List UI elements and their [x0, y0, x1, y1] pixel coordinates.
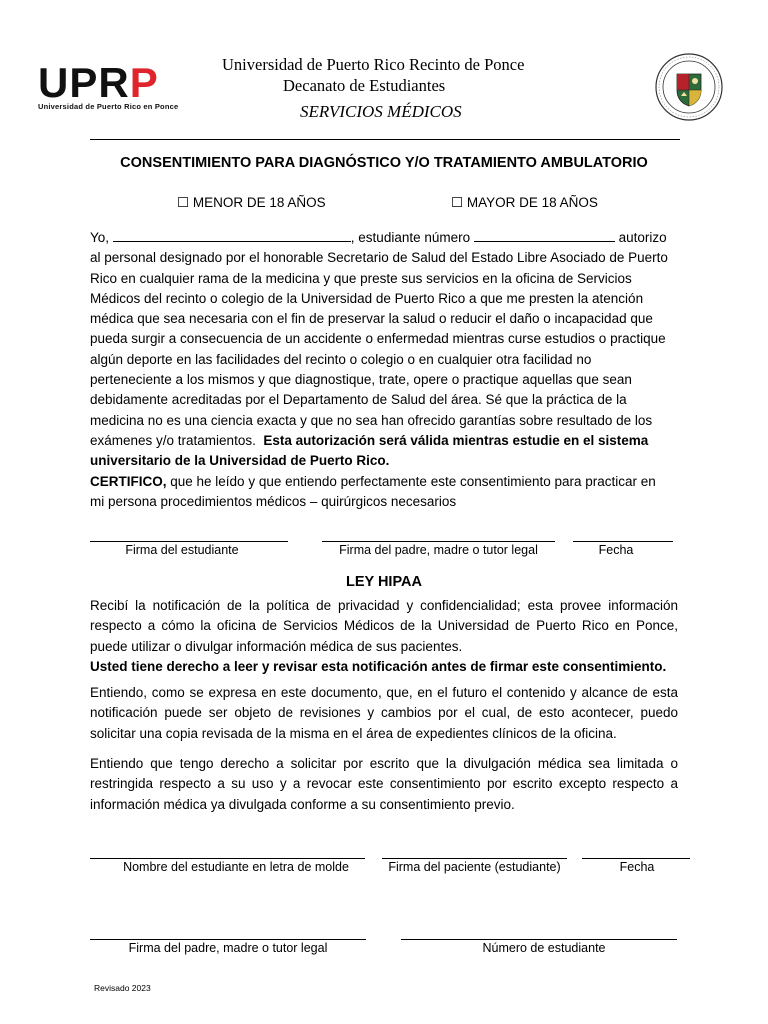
checkbox-icon[interactable]: ☐: [177, 195, 190, 210]
logo-text-upr: UPR: [38, 59, 130, 106]
guardian-signature-label: Firma del padre, madre o tutor legal: [128, 941, 328, 955]
student-number-label: Número de estudiante: [482, 941, 606, 955]
yo-label: Yo,: [90, 230, 110, 245]
consent-line: algún deporte en las facilidades del recinto o colegio o en cualquier otra facilidad no: [90, 351, 592, 367]
consent-line: [90, 451, 690, 471]
consent-line: [90, 431, 690, 451]
university-name: Universidad de Puerto Rico Recinto de Ponce: [222, 55, 525, 74]
date-label: Fecha: [619, 860, 655, 874]
hipaa-title: LEY HIPAA: [345, 574, 422, 590]
consent-line: pueda surgir a consecuencia de un accidente o enfermedad mientras curse estudios o practique: [90, 331, 666, 347]
hipaa-paragraph-3: Entiendo que tengo derecho a solicitar por escrito que la divulgación médica sea limitada o restringida respecto a su uso y a revocar este consentimiento por escrito excepto respecto a información médica ya divulgada conforme a su consentimiento previo.: [90, 756, 678, 812]
dean-office-name: Decanato de Estudiantes: [283, 76, 446, 95]
date-line[interactable]: [573, 541, 673, 542]
validity-statement: Esta autorización será válida mientras estudie en el sistema: [263, 432, 649, 448]
form-title: CONSENTIMIENTO PARA DIAGNÓSTICO Y/O TRATAMIENTO AMBULATORIO: [120, 155, 648, 171]
validity-statement-end: universitario de la Universidad de Puerto Rico.: [90, 453, 390, 469]
adult-checkbox-label: MAYOR DE 18 AÑOS: [466, 195, 598, 210]
consent-line: al personal designado por el honorable Secretario de Salud del Estado Libre Asociado de Puerto: [90, 250, 668, 266]
hipaa-paragraph-2: Entiendo, como se expresa en este documento, que, en el futuro el contenido y alcance de esta notificación puede ser objeto de revisiones y cambios por el cual, de esto acontecer, puedo solicitar una copia revisada de la misma en el área de expedientes clínicos de la oficina.: [90, 685, 678, 741]
consent-line: perteneciente a los mismos y que diagnostique, trate, opere o practique aquellas que sean: [90, 372, 632, 388]
patient-signature-label: Firma del paciente (estudiante): [388, 860, 561, 874]
guardian-signature-label: Firma del padre, madre o tutor legal: [339, 543, 538, 557]
logo-subtitle: Universidad de Puerto Rico en Ponce: [38, 102, 179, 111]
certifico-label: CERTIFICO,: [90, 473, 167, 489]
checkbox-icon[interactable]: ☐: [451, 195, 464, 210]
adult-checkbox[interactable]: [451, 195, 598, 211]
hipaa-paragraph-1: [90, 596, 678, 677]
consent-first-line: [90, 227, 690, 248]
student-number-label: , estudiante número: [350, 230, 471, 245]
guardian-signature-line[interactable]: [90, 939, 366, 940]
guardian-signature-line[interactable]: [322, 541, 555, 542]
consent-paragraph: [90, 227, 690, 512]
revision-note: Revisado 2023: [94, 983, 151, 993]
date-line[interactable]: [582, 858, 690, 859]
hipaa-rights-statement: Usted tiene derecho a leer y revisar esta notificación antes de firmar este consentimiento.: [90, 658, 667, 674]
certify-text: que he leído y que entiendo perfectamente este consentimiento para practicar en: [166, 473, 656, 489]
university-seal-icon: [654, 52, 724, 122]
logo-wordmark: [38, 59, 188, 106]
consent-line: Rico en cualquier rama de la medicina y que preste sus servicios en la oficina de Servicios: [90, 270, 632, 286]
consent-line: mi persona procedimientos médicos – quirúrgicos necesarios: [90, 493, 457, 509]
consent-line: Médicos del recinto o colegio de la Universidad de Puerto Rico a que me presten la atención: [90, 290, 644, 306]
logo-text-p: P: [129, 59, 159, 106]
minor-checkbox[interactable]: [177, 195, 326, 211]
student-signature-label: Firma del estudiante: [125, 543, 239, 557]
hipaa-notice-text: Recibí la notificación de la política de privacidad y confidencialidad; esta provee información respecto a cómo la oficina de Servicios Médicos de la Universidad de Puerto Rico en Ponce, puede utilizar o divulgar información médica de sus pacientes.: [90, 598, 678, 654]
header-divider: [90, 139, 680, 140]
student-name-print-label: Nombre del estudiante en letra de molde: [123, 860, 349, 874]
student-number-field[interactable]: [474, 227, 615, 242]
minor-checkbox-label: MENOR DE 18 AÑOS: [192, 195, 326, 210]
uprp-logo: [38, 59, 188, 111]
patient-signature-line[interactable]: [382, 858, 567, 859]
autorizo-label: autorizo: [618, 230, 667, 245]
consent-line: debidamente acreditadas por el Departamento de Salud del área. Sé que la práctica de la: [90, 392, 627, 408]
consent-line: médica que sea necesaria con el fin de preservar la salud o reducir el daño o incapacidad que: [90, 311, 653, 327]
consent-line: medicina no es una ciencia exacta y que no sea han ofrecido garantías sobre resultado de los: [90, 412, 653, 428]
certify-line: [90, 472, 690, 492]
student-number-line[interactable]: [401, 939, 677, 940]
date-label: Fecha: [598, 543, 634, 557]
student-name-field[interactable]: [113, 227, 351, 242]
student-name-print-line[interactable]: [90, 858, 365, 859]
medical-services-title: SERVICIOS MÉDICOS: [300, 102, 462, 121]
student-signature-line[interactable]: [90, 541, 288, 542]
consent-text-segment: exámenes y/o tratamientos.: [90, 432, 256, 448]
